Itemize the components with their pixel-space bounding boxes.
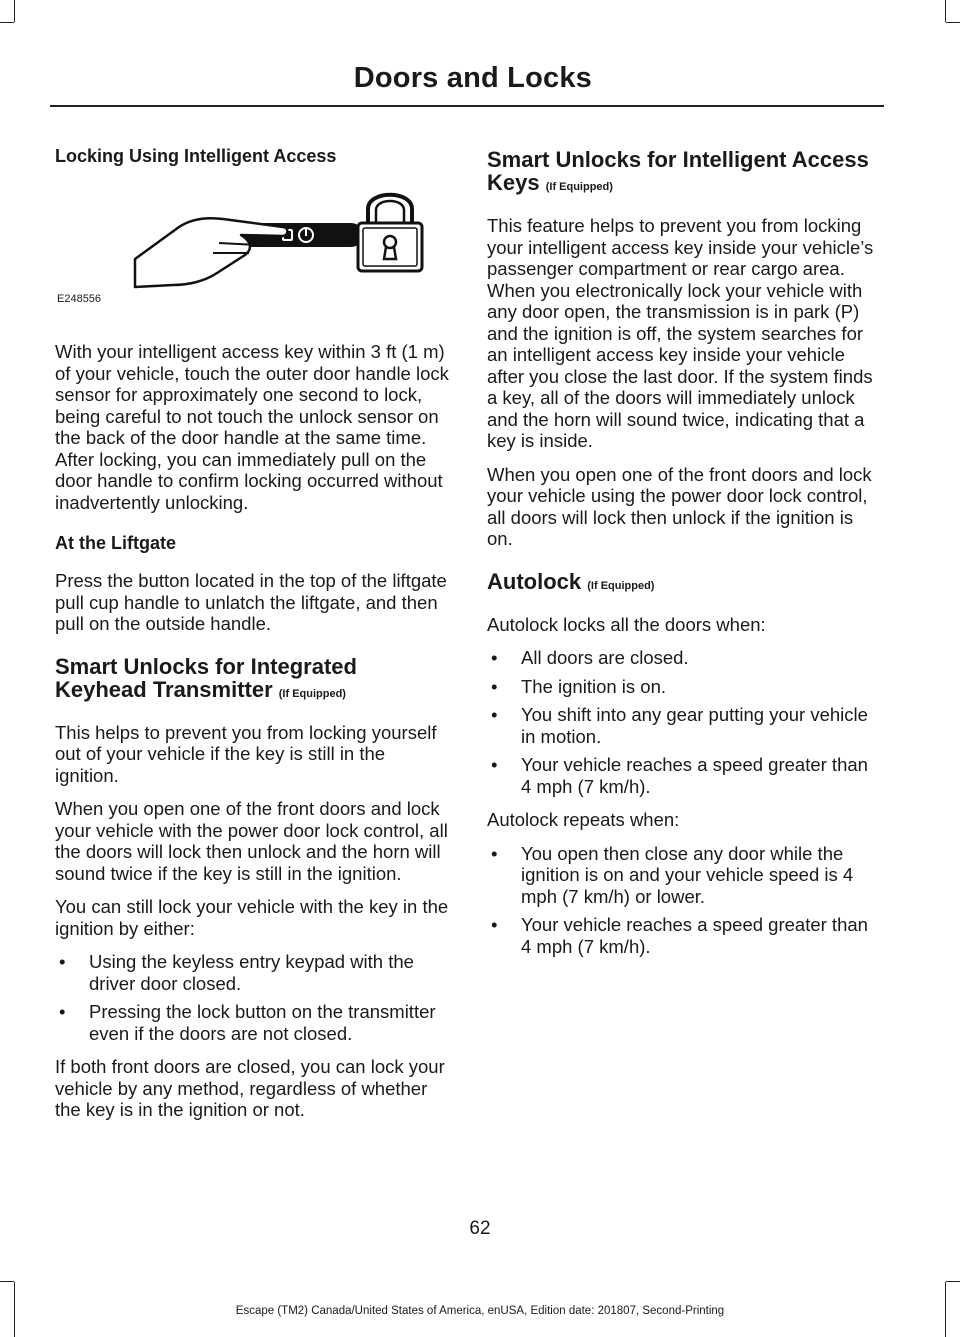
bullet-icon: • (491, 704, 498, 725)
iak-paragraph-2: When you open one of the front doors and lock your vehicle using the power door lock control, all doors will lock then unlock if the ignition is on. (487, 463, 872, 549)
list-item (487, 914, 882, 957)
crop-mark (945, 0, 946, 22)
list-item-text: Using the keyless entry keypad with the driver door closed. (89, 951, 414, 994)
list-item-text: You shift into any gear putting your vehicle in motion. (521, 704, 868, 747)
list-item (55, 951, 450, 994)
list-item-text: All doors are closed. (521, 647, 689, 668)
list-item (487, 754, 882, 797)
bullet-icon: • (491, 914, 498, 935)
liftgate-heading: At the Liftgate (55, 533, 176, 553)
figure-label: E248556 (57, 293, 102, 305)
list-item (55, 1001, 450, 1044)
list-item-text: Pressing the lock button on the transmitter even if the doors are not closed. (89, 1001, 436, 1044)
page-number: 62 (469, 1218, 491, 1239)
crop-mark (946, 1281, 960, 1282)
bullet-icon: • (59, 951, 66, 972)
ikt-paragraph-1: This helps to prevent you from locking yourself out of your vehicle if the key is still in the ignition. (55, 721, 437, 786)
ikt-paragraph-2: When you open one of the front doors and lock your vehicle with the power door lock control, all the doors will lock then unlock and the horn will sound twice if the key is still in the ignition. (55, 798, 448, 884)
crop-mark (14, 0, 15, 22)
repeats-bullet-list (487, 843, 882, 958)
autolock-equipped-note: (If Equipped) (587, 579, 655, 592)
autolock-heading-text: Autolock (487, 568, 582, 594)
ikt-bullet-list (55, 951, 450, 1044)
list-item (487, 704, 882, 747)
bullet-icon: • (491, 842, 498, 864)
ikt-paragraph-3: You can still lock your vehicle with the key in the ignition by either: (55, 896, 449, 939)
crop-mark (946, 22, 960, 23)
left-column (55, 146, 450, 1133)
crop-mark (0, 1281, 14, 1282)
ikt-heading (55, 655, 450, 706)
list-item-text: Your vehicle reaches a speed greater than 4 mph (7 km/h). (521, 754, 868, 797)
list-item-text: Your vehicle reaches a speed greater than 4 mph (7 km/h). (521, 914, 868, 957)
bullet-icon: • (59, 1001, 66, 1022)
list-item (487, 676, 882, 698)
iak-equipped-note: (If Equipped) (545, 181, 613, 193)
iak-heading (487, 148, 882, 199)
iak-heading-text: Smart Unlocks for Intelligent Access Keys (487, 147, 869, 195)
list-item-text: The ignition is on. (521, 675, 667, 697)
bullet-icon: • (491, 754, 498, 775)
door-handle-touch-illustration (133, 201, 373, 293)
list-item (487, 647, 882, 669)
locking-heading: Locking Using Intelligent Access (55, 146, 337, 166)
crop-mark (0, 22, 14, 23)
page-header-title: Doors and Locks (353, 62, 592, 94)
liftgate-paragraph: Press the button located in the top of the liftgate pull cup handle to unlatch the liftgate, and then pull on the outside handle. (55, 570, 447, 634)
ikt-equipped-note: (If Equipped) (278, 687, 346, 700)
list-item-text: You open then close any door while the ignition is on and your vehicle speed is 4 mph (7 km/h) or lower. (521, 842, 854, 907)
list-item (487, 843, 882, 908)
autolock-heading (487, 570, 882, 598)
padlock-icon (355, 181, 425, 275)
autolock-bullet-list (487, 647, 882, 797)
page-footer: Escape (TM2) Canada/United States of America, enUSA, Edition date: 201807, Second-Printing (235, 1305, 725, 1317)
right-column (487, 146, 882, 969)
locking-paragraph: With your intelligent access key within 3 ft (1 m) of your vehicle, touch the outer door handle lock sensor for approximately one second to lock, being careful to not touch the unlock sensor on the back of the door handle at the same time. After locking, you can immediately pull on the door handle to confirm locking occurred without inadvertently unlocking. (55, 341, 449, 513)
intelligent-access-figure (55, 183, 450, 305)
bullet-icon: • (491, 647, 498, 668)
autolock-intro: Autolock locks all the doors when: (487, 613, 766, 635)
header-rule (50, 105, 884, 107)
bullet-icon: • (491, 675, 498, 697)
ikt-paragraph-4: If both front doors are closed, you can lock your vehicle by any method, regardless of whether the key is in the ignition or not. (55, 1056, 445, 1120)
iak-paragraph-1: This feature helps to prevent you from locking your intelligent access key inside your vehicle’s passenger compartment or rear cargo area. When you electronically lock your vehicle with any door open, the transmission is in park (P) and the ignition is off, the system searches for an intelligent access key inside your vehicle after you close the last door. If the system finds a key, all of the doors will immediately unlock and the horn will sound twice, indicating that a key is inside. (487, 215, 874, 451)
ikt-heading-text: Smart Unlocks for Integrated Keyhead Transmitter (55, 653, 357, 702)
repeats-intro: Autolock repeats when: (487, 809, 680, 830)
